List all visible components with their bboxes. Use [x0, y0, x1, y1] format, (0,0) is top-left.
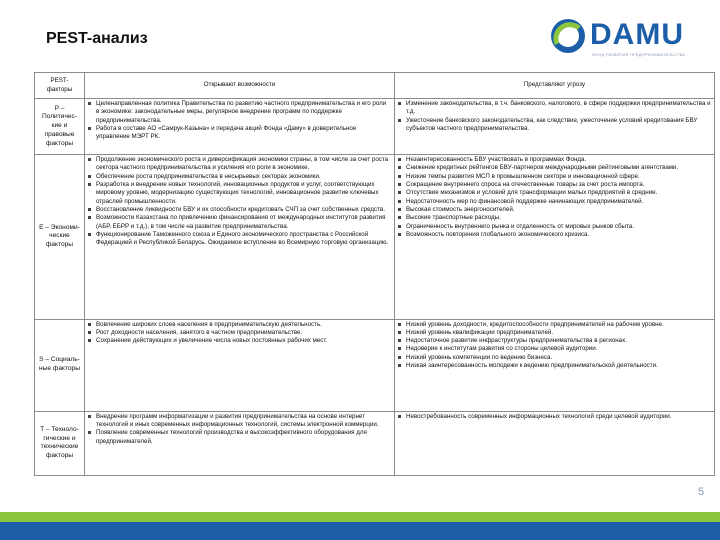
list-item — [398, 100, 711, 117]
list-item — [88, 231, 391, 248]
bullet-icon — [88, 216, 91, 219]
bullet-icon — [88, 415, 91, 418]
list-item-text: Недостаточность мер по финансовой поддержке начинающих предпринимателей. — [406, 197, 644, 205]
bullet-icon — [88, 431, 91, 434]
list-item-text: Изменение законодательства, в т.ч. банковского, налогового, в сфере поддержки предпринимательства и т.д. — [406, 100, 711, 116]
list-item — [398, 329, 711, 337]
logo-tagline: ФОНД РАЗВИТИЯ ПРЕДПРИНИМАТЕЛЬСТВА — [592, 52, 686, 57]
opportunities-cell — [85, 411, 395, 475]
list-item-text: Высокие транспортные расходы. — [406, 214, 501, 222]
table-row — [35, 99, 715, 155]
bullet-icon — [398, 216, 401, 219]
list-item — [398, 164, 711, 172]
threats-cell — [395, 155, 715, 319]
bullet-icon — [88, 233, 91, 236]
list-item — [88, 337, 391, 345]
header-threats: Представляют угрозу — [395, 73, 715, 99]
list-item — [398, 117, 711, 134]
table-row — [35, 155, 715, 319]
bullet-icon — [398, 347, 401, 350]
threats-cell — [395, 411, 715, 475]
list-item — [88, 100, 391, 125]
list-item — [398, 413, 711, 421]
list-item — [88, 321, 391, 329]
list-item-text: Восстановление ликвидности БВУ и их способности кредитовать СЧП за счет собственных средств. — [96, 205, 385, 213]
bullet-icon — [398, 356, 401, 359]
list-item — [398, 345, 711, 353]
factor-technological: T – Техноло-гические и технические факторы — [35, 411, 85, 475]
list-item-text: Низкие темпы развития МСП в промышленном секторе и инновационной сфере. — [406, 172, 640, 180]
header-factors: PEST-факторы — [35, 73, 85, 99]
list-item — [398, 214, 711, 222]
bullet-icon — [398, 158, 401, 161]
page-number: 5 — [698, 486, 705, 498]
list-item-text: Недостаточное развитие инфраструктуры предпринимательства в регионах. — [406, 337, 627, 345]
list-item-text: Внедрение программ информатизации и развития предпринимательства на основе интернет технологий и иных современных информационных технологий, системы электронной коммерции. — [96, 412, 379, 429]
list-item-text: Продолжение экономического роста и диверсификация экономики страны, в том числе за счет роста сектора частного предпринимательства и усиления его роли в экономике. — [96, 156, 389, 172]
pest-table — [34, 72, 715, 476]
factor-social: S – Социаль-ные факторы — [35, 319, 85, 411]
list-item-text: Сокращение внутреннего спроса на отечественные товары за счет роста импорта. — [406, 181, 645, 189]
list-item-text: Ограниченность внутреннего рынка и отдаленность от мировых рынков сбыта. — [406, 222, 634, 230]
list-item-text: Низкая заинтересованность молодежи к ведению предпринимательской деятельности. — [406, 362, 658, 370]
list-item-text: Низкий уровень квалификации предпринимателей. — [406, 328, 554, 336]
bullet-icon — [88, 102, 91, 105]
list-item — [88, 214, 391, 231]
list-item — [398, 337, 711, 345]
opportunities-cell — [85, 99, 395, 155]
opportunities-cell — [85, 155, 395, 319]
list-item-text: Возможности Казахстана по привлечению финансирования от международных институтов развития (АБР, ЕБРР и т.д.), в том числе на развитие предпринимательства. — [96, 214, 386, 230]
bullet-icon — [398, 200, 401, 203]
factor-political: P – Политичес-кие и правовые факторы — [35, 99, 85, 155]
bullet-icon — [398, 208, 401, 211]
bullet-icon — [88, 183, 91, 186]
opportunities-cell — [85, 319, 395, 411]
list-item-text: Рост доходности населения, занятого в частном предпринимательстве. — [96, 328, 303, 336]
list-item-text: Разработка и внедрение новых технологий, инновационных продуктов и услуг, соответствующих мировому уровню, модернизацию существующих технологий, инновационное развитие ключевых отраслей промышленности. — [96, 181, 379, 205]
bullet-icon — [88, 208, 91, 211]
list-item — [88, 413, 391, 430]
list-item — [88, 125, 391, 142]
list-item-text: Невостребованность современных информационных технологий среди целевой аудитории. — [406, 412, 672, 420]
list-item — [398, 198, 711, 206]
list-item-text: Недоверие к институтам развития со стороны целевой аудитории. — [406, 345, 598, 353]
list-item-text: Вовлечение широких слоев населения в предпринимательскую деятельность. — [96, 320, 322, 328]
logo-wordmark: DAMU — [590, 18, 684, 51]
factor-economic: E – Экономи-ческие факторы — [35, 155, 85, 319]
footer-blue-bar — [0, 522, 720, 540]
bullet-icon — [398, 233, 401, 236]
list-item — [88, 329, 391, 337]
list-item-text: Появление современных технологий производства и высокоэффективного оборудования для предпринимателей. — [96, 429, 367, 445]
bullet-icon — [398, 175, 401, 178]
list-item-text: Возможность повторения глобального экономического кризиса. — [406, 230, 590, 238]
list-item-text: Низкий уровень доходности, кредитоспособности предпринимателей на рабочем уровне. — [406, 320, 664, 328]
bullet-icon — [88, 127, 91, 130]
list-item — [398, 362, 711, 370]
bullet-icon — [88, 175, 91, 178]
table-row — [35, 411, 715, 475]
list-item — [88, 206, 391, 214]
page-title: PEST-анализ — [46, 30, 148, 47]
bullet-icon — [398, 323, 401, 326]
table-row — [35, 319, 715, 411]
bullet-icon — [88, 323, 91, 326]
threats-cell — [395, 99, 715, 155]
list-item — [398, 321, 711, 329]
list-item-text: Низкий уровень компетенции по ведению бизнеса. — [406, 353, 553, 361]
bullet-icon — [398, 415, 401, 418]
list-item — [88, 181, 391, 206]
list-item-text: Отсутствие механизмов и условий для трансформации малых предприятий в средние. — [406, 189, 658, 197]
list-item-text: Снижение кредитных рейтингов БВУ-партнеров международными рейтинговыми агентствами. — [406, 164, 679, 172]
bullet-icon — [398, 102, 401, 105]
bullet-icon — [88, 158, 91, 161]
list-item — [88, 156, 391, 173]
bullet-icon — [398, 225, 401, 228]
list-item-text: Обеспечение роста предпринимательства в несырьевых секторах экономики. — [96, 172, 321, 180]
logo-mark-icon — [548, 16, 588, 56]
list-item-text: Работа в составе АО «Самрук-Казына» и передача акций Фонда «Даму» в доверительное управление МЭРТ РК. — [96, 124, 357, 141]
list-item — [398, 206, 711, 214]
bullet-icon — [398, 331, 401, 334]
list-item-text: Высокая стоимость энергоносителей. — [406, 205, 515, 213]
list-item — [88, 429, 391, 446]
bullet-icon — [88, 339, 91, 342]
threats-cell — [395, 319, 715, 411]
bullet-icon — [398, 191, 401, 194]
bullet-icon — [398, 166, 401, 169]
list-item-text: Сохранение действующих и увеличение числа новых постоянных рабочих мест. — [96, 337, 328, 345]
list-item-text: Незаинтересованность БВУ участвовать в программах Фонда. — [406, 156, 587, 164]
damu-logo — [548, 16, 708, 62]
list-item-text: Ужесточение банковского законодательства, как следствие, ужесточение условий кредитования БВУ субъектов частного предпринимательства. — [406, 116, 698, 132]
list-item — [398, 231, 711, 239]
footer-green-bar — [0, 512, 720, 522]
bullet-icon — [88, 331, 91, 334]
list-item — [88, 173, 391, 181]
bullet-icon — [398, 119, 401, 122]
list-item-text: Целенаправленная политика Правительства по развитию частного предпринимательства и его роли в экономике: законодательные меры, регулярное внедрение программ по поддержке предпринимательства. — [96, 100, 387, 124]
list-item-text: Функционирование Таможенного союза и Единого экономического пространства с Российской Федерацией и Республикой Беларусь. Ожидаемое вступление во Всемирную торговую организацию. — [96, 230, 389, 247]
list-item — [398, 223, 711, 231]
list-item — [398, 354, 711, 362]
list-item — [398, 189, 711, 197]
list-item — [398, 181, 711, 189]
bullet-icon — [398, 339, 401, 342]
bullet-icon — [398, 183, 401, 186]
header-opportunities: Открывают возможности — [85, 73, 395, 99]
list-item — [398, 173, 711, 181]
bullet-icon — [398, 364, 401, 367]
list-item — [398, 156, 711, 164]
